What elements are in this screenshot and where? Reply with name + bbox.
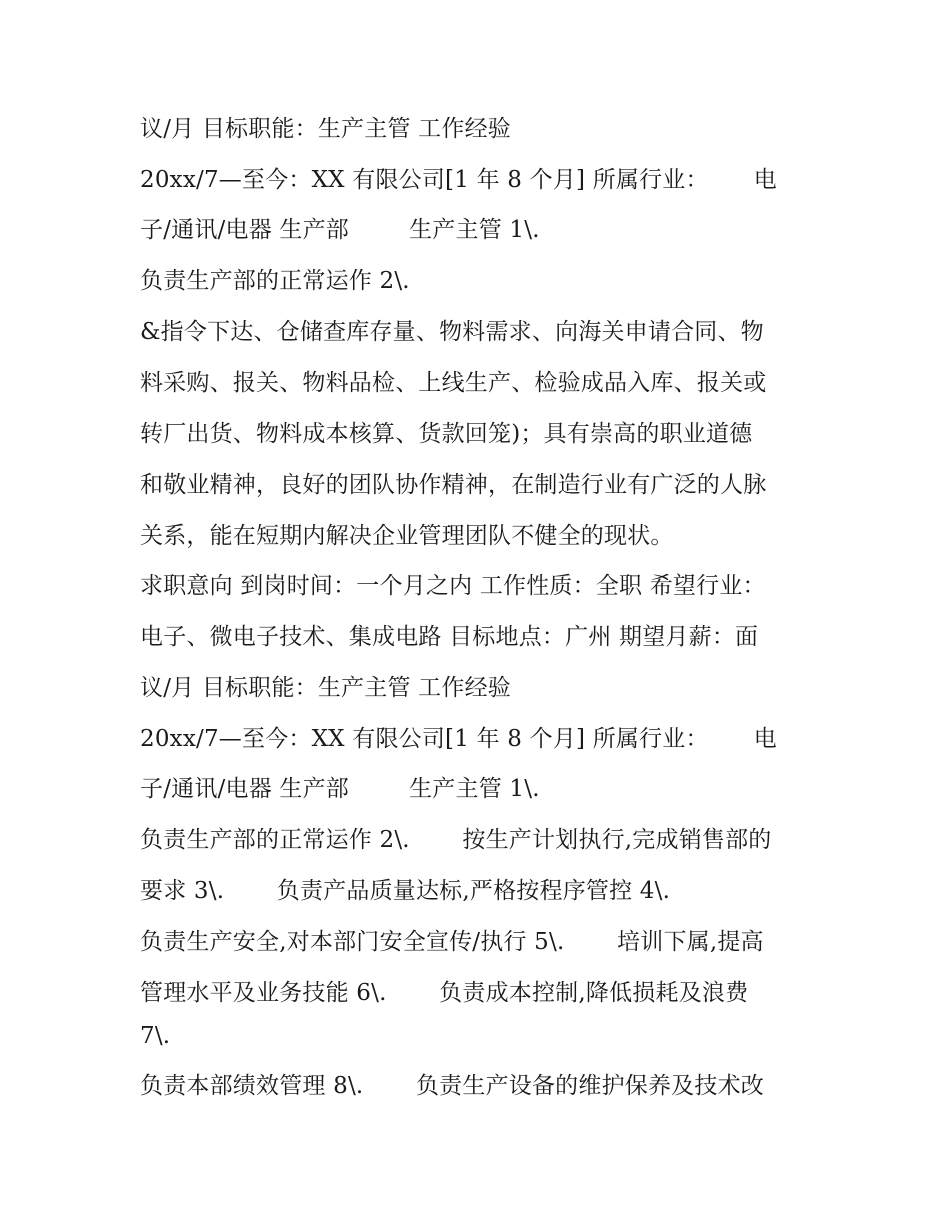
text-line: 料采购、报关、物料品检、上线生产、检验成品入库、报关或	[140, 370, 767, 396]
text-line: 和敬业精神，良好的团队协作精神，在制造行业有广泛的人脉	[140, 472, 767, 498]
text-line: 议/月 目标职能：生产主管 工作经验	[140, 675, 511, 701]
text-line: 求职意向 到岗时间：一个月之内 工作性质：全职 希望行业：	[140, 573, 766, 599]
text-line: 负责生产部的正常运作 2\. 按生产计划执行,完成销售部的	[140, 827, 772, 853]
text-line: 子/通讯/电器 生产部 生产主管 1\.	[140, 217, 540, 243]
text-line: &指令下达、仓储查库存量、物料需求、向海关申请合同、物	[140, 319, 764, 345]
text-line: 要求 3\. 负责产品质量达标,严格按程序管控 4\.	[140, 878, 671, 904]
text-line: 20xx/7—至今：XX 有限公司[1 年 8 个月] 所属行业： 电	[140, 726, 777, 752]
text-line: 关系，能在短期内解决企业管理团队不健全的现状。	[140, 523, 674, 549]
text-line: 负责生产安全,对本部门安全宣传/执行 5\. 培训下属,提高	[140, 929, 764, 955]
text-line: 子/通讯/电器 生产部 生产主管 1\.	[140, 776, 540, 802]
text-line: 负责生产部的正常运作 2\.	[140, 268, 410, 294]
text-line: 议/月 目标职能：生产主管 工作经验	[140, 116, 511, 142]
text-line: 7\.	[140, 1023, 171, 1049]
text-line: 负责本部绩效管理 8\. 负责生产设备的维护保养及技术改	[140, 1073, 764, 1099]
text-line: 电子、微电子技术、集成电路 目标地点：广州 期望月薪：面	[140, 624, 759, 650]
text-line: 20xx/7—至今：XX 有限公司[1 年 8 个月] 所属行业： 电	[140, 167, 777, 193]
text-line: 转厂出货、物料成本核算、货款回笼)；具有崇高的职业道德	[140, 421, 753, 447]
text-line: 管理水平及业务技能 6\. 负责成本控制,降低损耗及浪费	[140, 980, 749, 1006]
